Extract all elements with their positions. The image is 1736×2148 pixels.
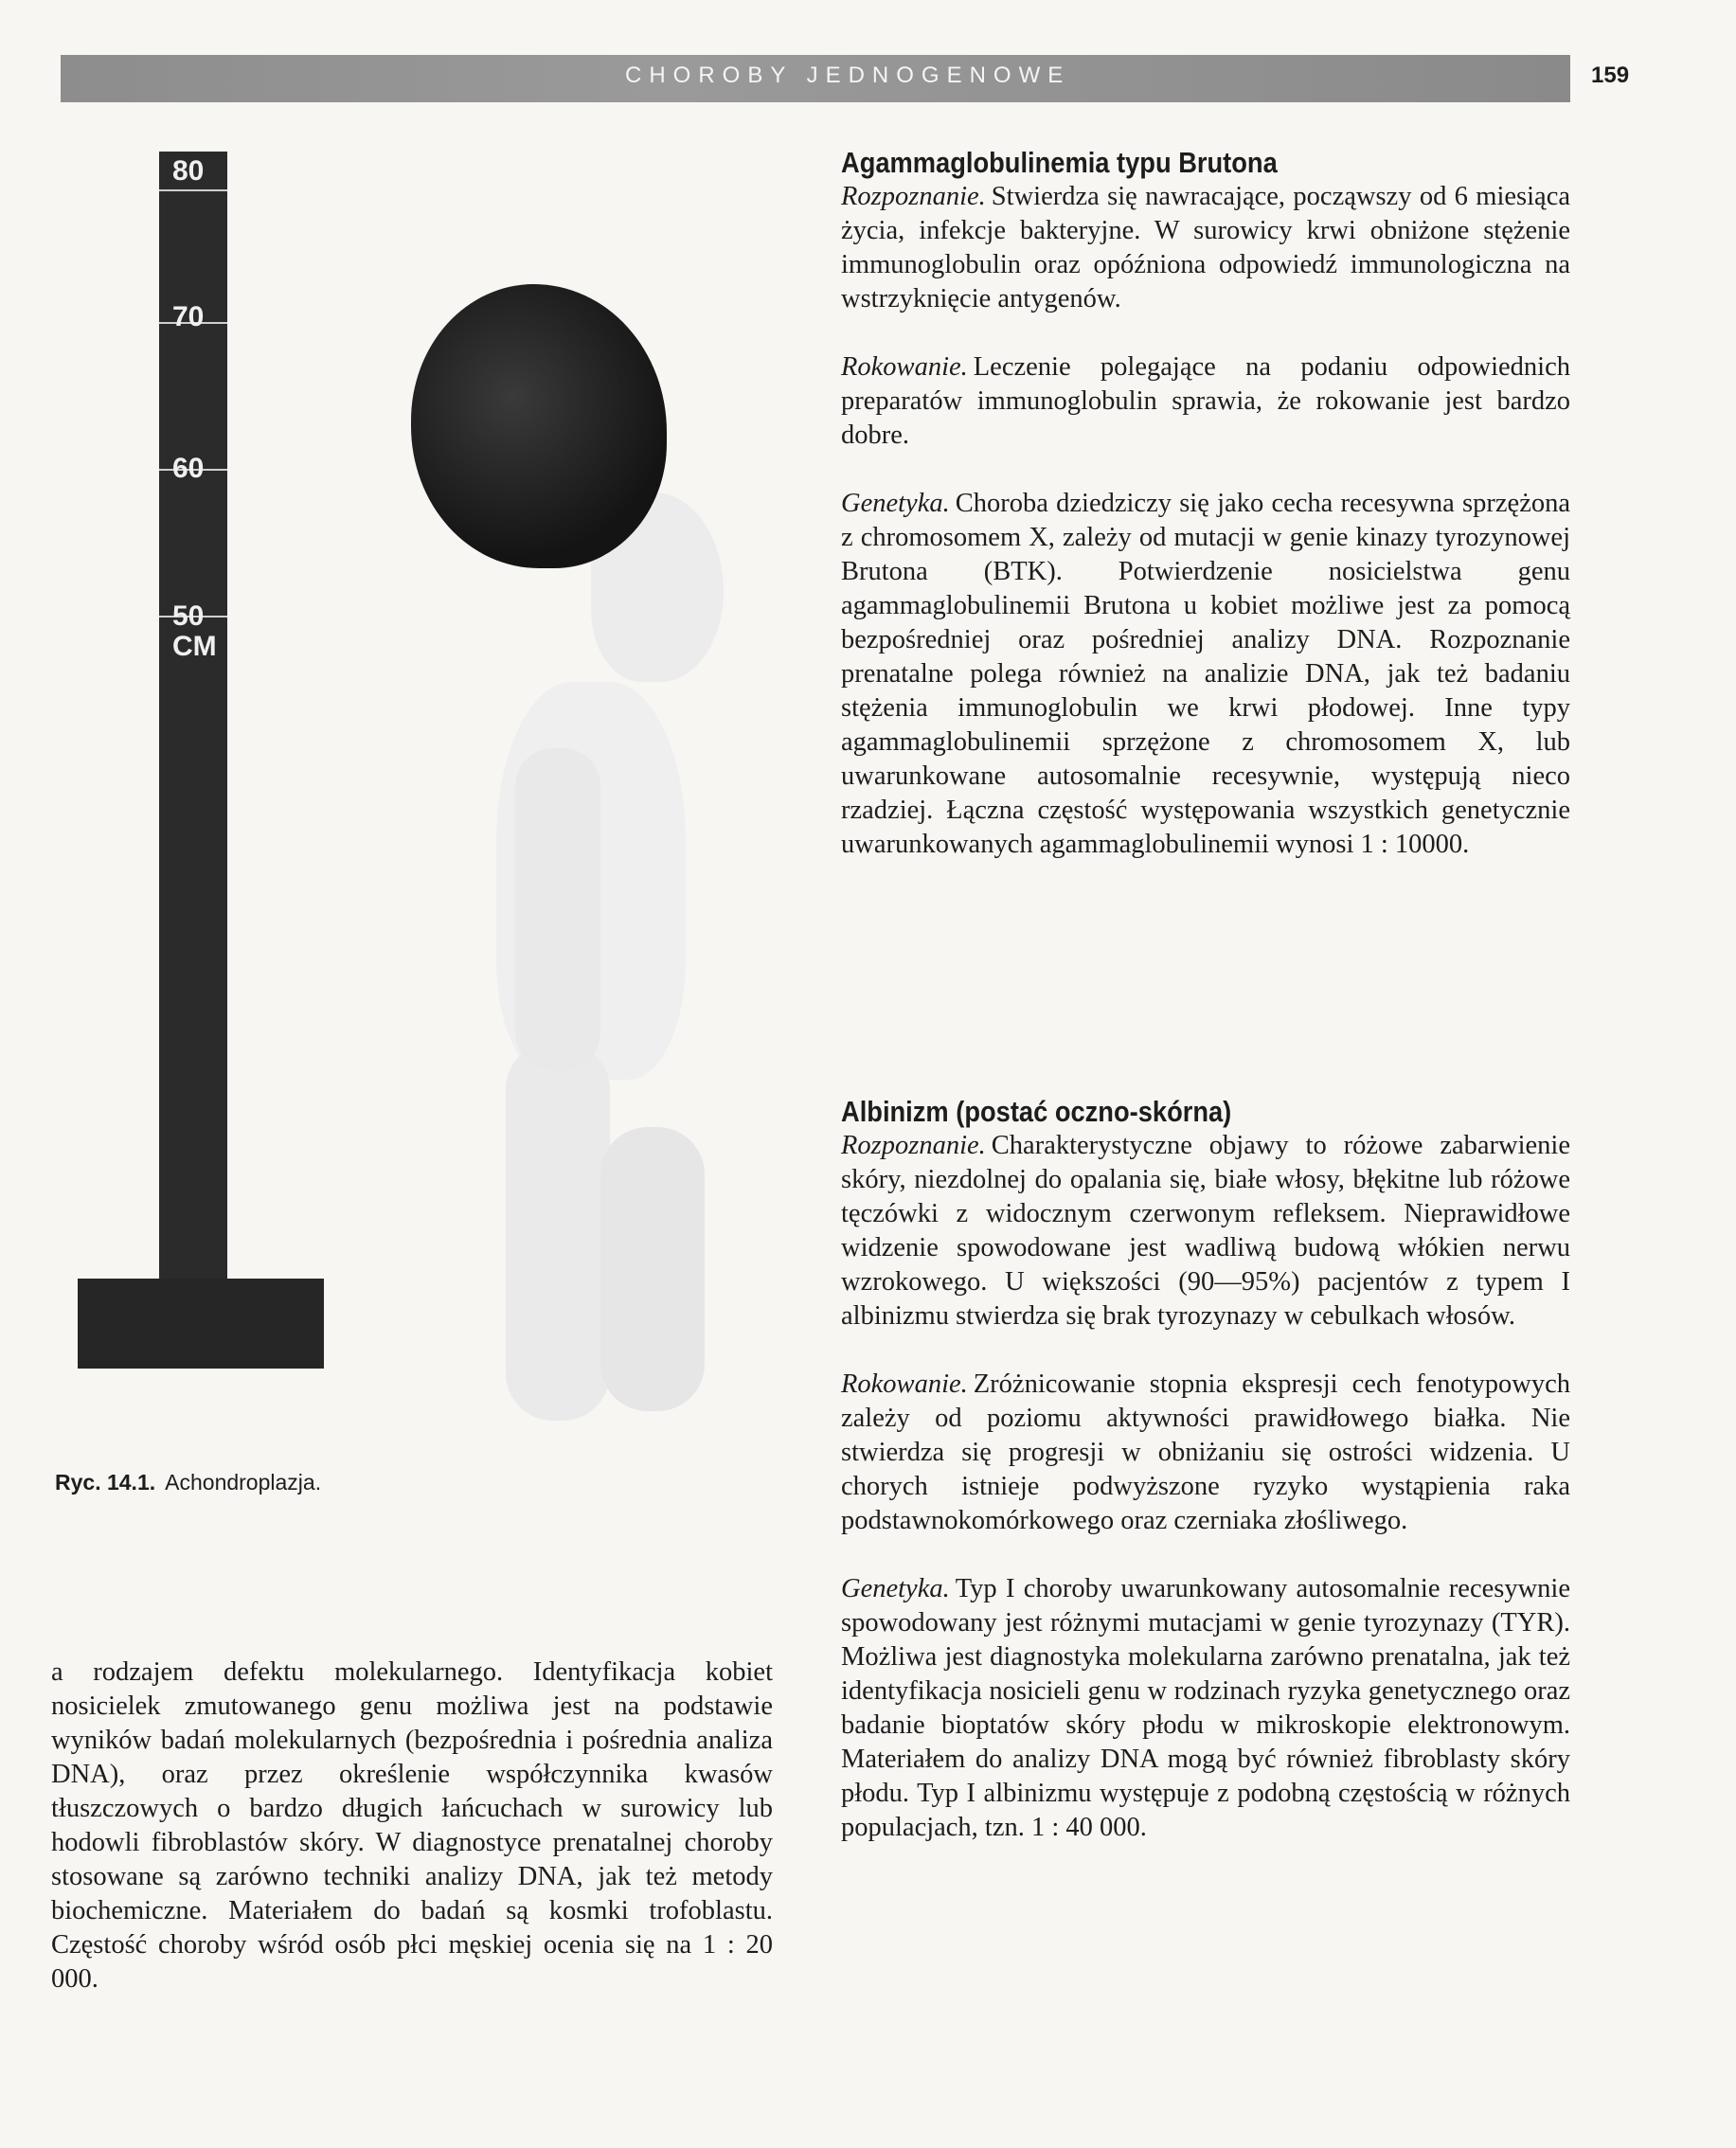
section-agammaglobulinemia bbox=[841, 146, 1570, 862]
caption-text: Achondroplazja. bbox=[165, 1470, 322, 1495]
ruler-base bbox=[78, 1279, 324, 1369]
paragraph-diagnosis bbox=[841, 1129, 1570, 1334]
paragraph-lead: Rozpoznanie. bbox=[841, 1131, 986, 1160]
paragraph-body: Stwierdza się nawracające, począwszy od 6 miesiąca życia, infekcje bakteryjne. W surowicy krwi obniżone stężenie immunoglobulin oraz opóźniona odpowiedź immunologiczna na wstrzyknięcie antygenów. bbox=[841, 182, 1570, 313]
paragraph-lead: Rozpoznanie. bbox=[841, 182, 986, 211]
ruler-label-80: 80 bbox=[172, 155, 205, 187]
ruler-label-50: 50 bbox=[172, 600, 205, 632]
section-title: Albinizm (postać oczno-skórna) bbox=[841, 1095, 1232, 1128]
paragraph-genetics bbox=[841, 1572, 1570, 1845]
ruler-tick bbox=[159, 189, 227, 191]
caption-label: Ryc. 14.1. bbox=[55, 1470, 156, 1495]
ruler-label-60: 60 bbox=[172, 453, 205, 484]
section-title: Agammaglobulinemia typu Brutona bbox=[841, 146, 1278, 179]
paragraph-lead: Rokowanie. bbox=[841, 1369, 968, 1399]
child-hair bbox=[411, 284, 667, 568]
ruler-label-cm: CM bbox=[172, 631, 217, 662]
child-arm bbox=[515, 748, 600, 1070]
paragraph-genetics bbox=[841, 487, 1570, 862]
figure-achondroplasia-photo bbox=[61, 133, 809, 1430]
figure-caption bbox=[55, 1470, 321, 1495]
paragraph-lead: Genetyka. bbox=[841, 1574, 950, 1603]
page-number: 159 bbox=[1591, 63, 1630, 88]
left-column-text: a rodzajem defektu molekularnego. Identyfikacja kobiet nosicielek zmutowanego genu możliwa jest na podstawie wyników badań molekularnych (bezpośrednia i pośrednia analiza DNA), oraz przez określenie współczynnika kwasów tłuszczowych o bardzo długich łańcuchach w surowicy lub hodowli fibroblastów skóry. W diagnostyce prenatalnej choroby stosowane są zarówno techniki analizy DNA, jak też metody biochemiczne. Materiałem do badań są kosmki trofoblastu. Częstość choroby wśród osób płci męskiej ocenia się na 1 : 20 000. bbox=[51, 1657, 773, 1994]
paragraph-lead: Genetyka. bbox=[841, 489, 950, 518]
section-albinism bbox=[841, 1095, 1570, 1845]
running-header-title: CHOROBY JEDNOGENOWE bbox=[625, 63, 1071, 88]
paragraph-prognosis bbox=[841, 350, 1570, 453]
paragraph-body: Charakterystyczne objawy to różowe zabarwienie skóry, niezdolnej do opalania się, białe włosy, błękitne lub różowe tęczówki z widocznym czerwonym refleksem. Nieprawidłowe widzenie spowodowane jest wadliwą budową włókien nerwu wzrokowego. U większości (90—95%) pacjentów z typem I albinizmu stwierdza się brak tyrozynazy w cebulkach włosów. bbox=[841, 1131, 1570, 1331]
paragraph-prognosis bbox=[841, 1368, 1570, 1538]
paragraph-body: Leczenie polegające na podaniu odpowiednich preparatów immunoglobulin sprawia, że rokowanie jest bardzo dobre. bbox=[841, 352, 1570, 450]
paragraph-body: Zróżnicowanie stopnia ekspresji cech fenotypowych zależy od poziomu aktywności prawidłowego białka. Nie stwierdza się progresji w obniżaniu się ostrości widzenia. U chorych istnieje podwyższone ryzyko wystąpienia raka podstawnokomórkowego oraz czerniaka złośliwego. bbox=[841, 1369, 1570, 1535]
paragraph-body: Typ I choroby uwarunkowany autosomalnie recesywnie spowodowany jest różnymi mutacjami w genie tyrozynazy (TYR). Możliwa jest diagnostyka molekularna zarówno prenatalna, jak też identyfikacja nosicieli genu w rodzinach ryzyka genetycznego oraz badanie bioptatów skóry płodu w mikroskopie elektronowym. Materiałem do analizy DNA mogą być również fibroblasty skóry płodu. Typ I albinizmu występuje z podobną częstością w różnych populacjach, tzn. 1 : 40 000. bbox=[841, 1574, 1570, 1842]
paragraph-body: Choroba dziedziczy się jako cecha recesywna sprzężona z chromosomem X, zależy od mutacji w genie kinazy tyrozynowej Brutona (BTK). Potwierdzenie nosicielstwa genu agammaglobulinemii Brutona u kobiet możliwe jest za pomocą bezpośredniej oraz pośredniej analizy DNA. Rozpoznanie prenatalne polega również na analizie DNA, jak też badaniu stężenia immunoglobulin we krwi płodowej. Inne typy agammaglobulinemii sprzężone z chromosomem X, lub uwarunkowane autosomalnie recesywnie, występują nieco rzadziej. Łączna częstość występowania wszystkich genetycznie uwarunkowanych agammaglobulinemii wynosi 1 : 10000. bbox=[841, 489, 1570, 859]
child-leg bbox=[600, 1127, 705, 1411]
paragraph-lead: Rokowanie. bbox=[841, 352, 968, 382]
ruler-label-70: 70 bbox=[172, 301, 205, 332]
child-leg bbox=[506, 1042, 610, 1421]
paragraph-diagnosis bbox=[841, 180, 1570, 316]
